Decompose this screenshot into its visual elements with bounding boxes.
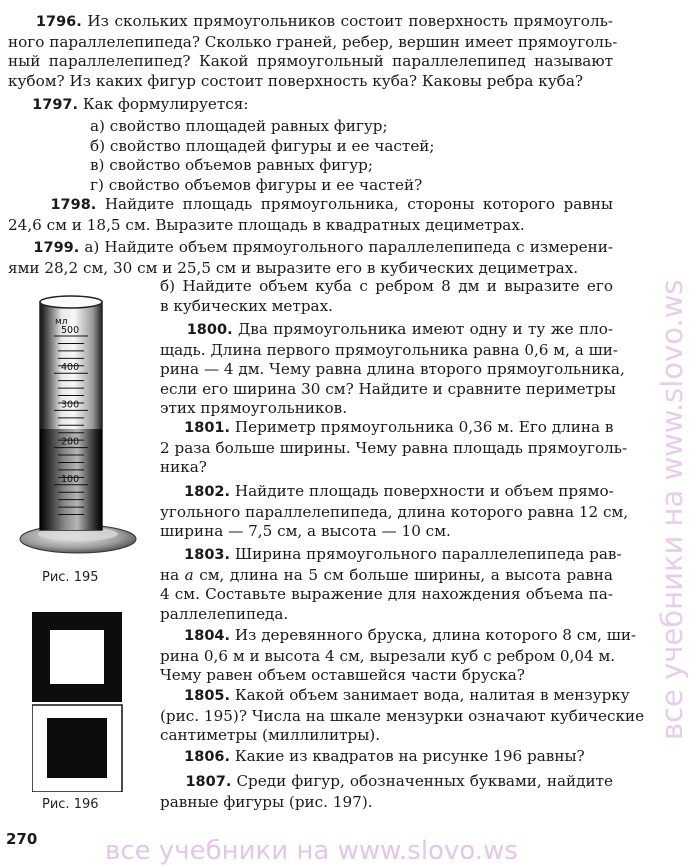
- problem-number: 1800.: [186, 322, 233, 338]
- problem-number: 1796.: [35, 14, 82, 30]
- squares-figure: [32, 612, 132, 792]
- problem-1799: 1799. а) Найдите объем прямоугольного параллелепипеда с измерени- ями 28,2 см, 30 см и 25,5 см и выразите его в кубических дециметрах.: [8, 238, 614, 277]
- problem-number: 1801.: [184, 420, 231, 436]
- problem-1804: 1804. Из деревянного бруска, длина которого 8 см, ши- рина 0,6 м и высота 4 см, вырезали куб с ребром 0,04 м. Чему равен объем оставшейся части бруска?: [160, 626, 637, 685]
- scale-label: 500: [61, 325, 80, 336]
- problem-1801: 1801. Периметр прямоугольника 0,36 м. Его длина в 2 раза больше ширины. Чему равна площадь прямоуголь- ника?: [160, 418, 628, 477]
- cylinder-rim: [40, 296, 102, 308]
- list-item: а) свойство площадей равных фигур;: [90, 117, 388, 135]
- problem-number: 1797.: [32, 97, 79, 113]
- scale-label: 100: [61, 473, 80, 485]
- scale-label: 200: [61, 436, 80, 448]
- figure-196-caption: Рис. 196: [42, 797, 99, 812]
- problem-1797: 1797. Как формулируется:: [32, 95, 249, 113]
- page-number: 270: [6, 830, 38, 848]
- problem-number: 1806.: [184, 749, 231, 765]
- problem-number: 1803.: [184, 547, 231, 563]
- problem-1807: 1807. Среди фигур, обозначенных буквами, найдите равные фигуры (рис. 197).: [160, 772, 613, 811]
- problem-number: 1799.: [33, 240, 80, 256]
- problem-1798: 1798. Найдите площадь прямоугольника, стороны которого равны 24,6 см и 18,5 см. Выразите площадь в квадратных дециметрах.: [8, 195, 614, 234]
- problem-number: 1798.: [50, 197, 97, 213]
- figure-195-caption: Рис. 195: [42, 570, 99, 585]
- problem-1805: 1805. Какой объем занимает вода, налитая в мензурку (рис. 195)? Числа на шкале мензурки означают кубические сантиметры (миллилитры).: [160, 686, 645, 745]
- problem-number: 1804.: [184, 628, 231, 644]
- problem-number: 1807.: [185, 774, 232, 790]
- problem-number: 1805.: [184, 688, 231, 704]
- problem-1800: 1800. Два прямоугольника имеют одну и ту же пло- щадь. Длина первого прямоугольника равна 0,6 м, а ши- рина — 4 дм. Чему равна длина второго прямоугольника, если его ширина 30 см? Найдите и сравните периметры этих прямоугольников.: [160, 320, 625, 418]
- problem-1796: 1796. Из скольких прямоугольников состоит поверхность прямоуголь- ного параллелепипеда? Сколько граней, ребер, вершин имеет прямоуголь- ный параллелепипед? Какой прямоугольный параллелепипед называют кубом? Из каких фигур состоит поверхность куба? Каковы ребра куба?: [8, 12, 618, 90]
- list-item: в) свойство объемов равных фигур;: [90, 156, 374, 175]
- list-item: г) свойство объемов фигуры и ее частей?: [90, 175, 423, 194]
- scale-unit-label: мл: [55, 317, 68, 327]
- scale-label: 300: [61, 399, 80, 411]
- inner-black-square: [47, 718, 107, 778]
- problem-number: 1802.: [184, 484, 231, 500]
- list-item: б) свойство площадей фигуры и ее частей;: [90, 136, 435, 155]
- problem-1803: 1803. Ширина прямоугольного параллелепипеда рав- на а см, длина на 5 см больше ширины, а высота равна 4 см. Составьте выражение для нахождения объема па- раллелепипеда.: [160, 545, 622, 623]
- problem-1806: 1806. Какие из квадратов на рисунке 196 равны?: [184, 747, 585, 765]
- bottom-watermark: все учебники на www.slovo.ws: [105, 836, 518, 866]
- side-watermark: все учебники на www.slovo.ws: [655, 279, 689, 740]
- problem-1802: 1802. Найдите площадь поверхности и объем прямо- угольного параллелепипеда, длина которого равна 12 см, ширина — 7,5 см, а высота — 10 см.: [160, 482, 629, 541]
- measuring-cylinder-figure: [14, 292, 144, 564]
- inner-white-square: [50, 630, 104, 684]
- scale-label: 400: [61, 362, 80, 374]
- properties-list: [90, 117, 435, 195]
- problem-1799-b: б) Найдите объем куба с ребром 8 дм и выразите его в кубических метрах.: [160, 277, 613, 315]
